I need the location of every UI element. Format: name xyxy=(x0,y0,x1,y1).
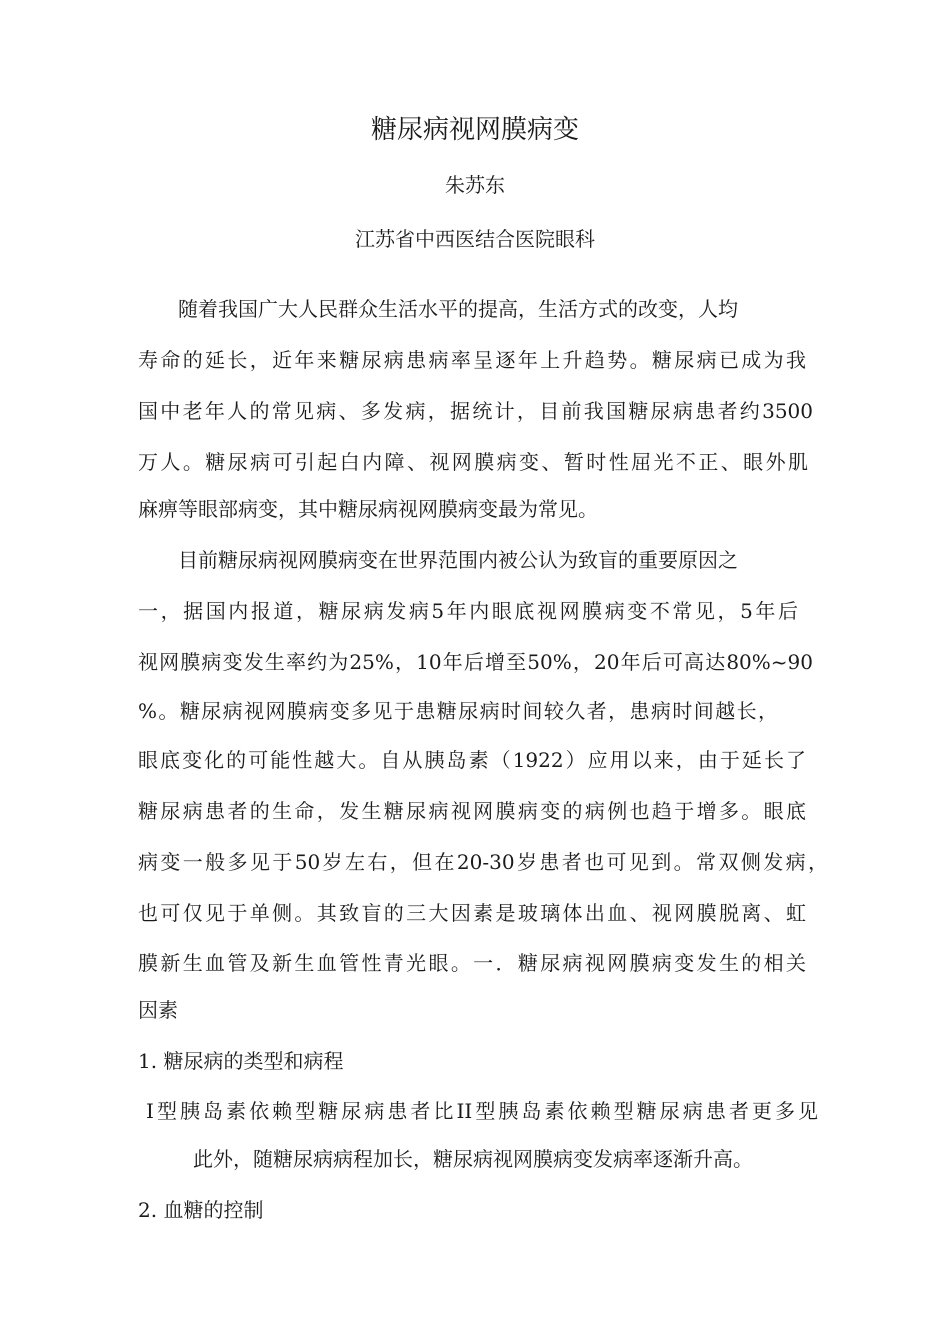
paragraph2-line: 视网膜病变发生率约为25%，10年后增至50%，20年后可高达80%~90 xyxy=(138,650,813,674)
paragraph2-line: 眼底变化的可能性越大。自从胰岛素（1922）应用以来，由于延长了 xyxy=(138,748,806,772)
paragraph2-line: 膜新生血管及新生血管性青光眼。一．糖尿病视网膜病变发生的相关 xyxy=(138,951,806,975)
paragraph2-line: %。糖尿病视网膜病变多见于患糖尿病时间较久者，患病时间越长， xyxy=(138,699,778,723)
author-affiliation: 江苏省中西医结合医院眼科 xyxy=(355,227,595,251)
paragraph2-line: 也可仅见于单侧。其致盲的三大因素是玻璃体出血、视网膜脱离、虹 xyxy=(138,901,806,925)
document-title: 糖尿病视网膜病变 xyxy=(370,115,579,145)
paragraph2-line: 病变一般多见于50岁左右，但在20-30岁患者也可见到。常双侧发病， xyxy=(138,850,828,874)
section2-heading: 2. 血糖的控制 xyxy=(138,1198,264,1222)
paragraph2-line: 一，据国内报道，糖尿病发病5年内眼底视网膜病变不常见，5年后 xyxy=(138,599,798,623)
section1-line: I型胰岛素依赖型糖尿病患者比II型胰岛素依赖型糖尿病患者更多见 xyxy=(146,1099,818,1123)
paragraph1-line: 万人。糖尿病可引起白内障、视网膜病变、暂时性屈光不正、眼外肌 xyxy=(138,450,808,474)
paragraph1-line: 随着我国广大人民群众生活水平的提高，生活方式的改变，人均 xyxy=(178,297,738,321)
paragraph1-line: 寿命的延长，近年来糖尿病患病率呈逐年上升趋势。糖尿病已成为我 xyxy=(138,348,806,372)
paragraph2-line: 糖尿病患者的生命，发生糖尿病视网膜病变的病例也趋于增多。眼底 xyxy=(138,799,806,823)
section1-heading: 1. 糖尿病的类型和病程 xyxy=(138,1049,344,1073)
paragraph1-line: 国中老年人的常见病、多发病，据统计，目前我国糖尿病患者约3500 xyxy=(138,399,813,423)
paragraph2-line: 目前糖尿病视网膜病变在世界范围内被公认为致盲的重要原因之 xyxy=(178,548,738,572)
section1-line: 此外，随糖尿病病程加长，糖尿病视网膜病变发病率逐渐升高。 xyxy=(193,1147,753,1171)
paragraph1-line: 麻痹等眼部病变，其中糖尿病视网膜病变最为常见。 xyxy=(138,497,598,521)
author-name: 朱苏东 xyxy=(445,173,505,197)
paragraph2-line: 因素 xyxy=(138,998,178,1022)
